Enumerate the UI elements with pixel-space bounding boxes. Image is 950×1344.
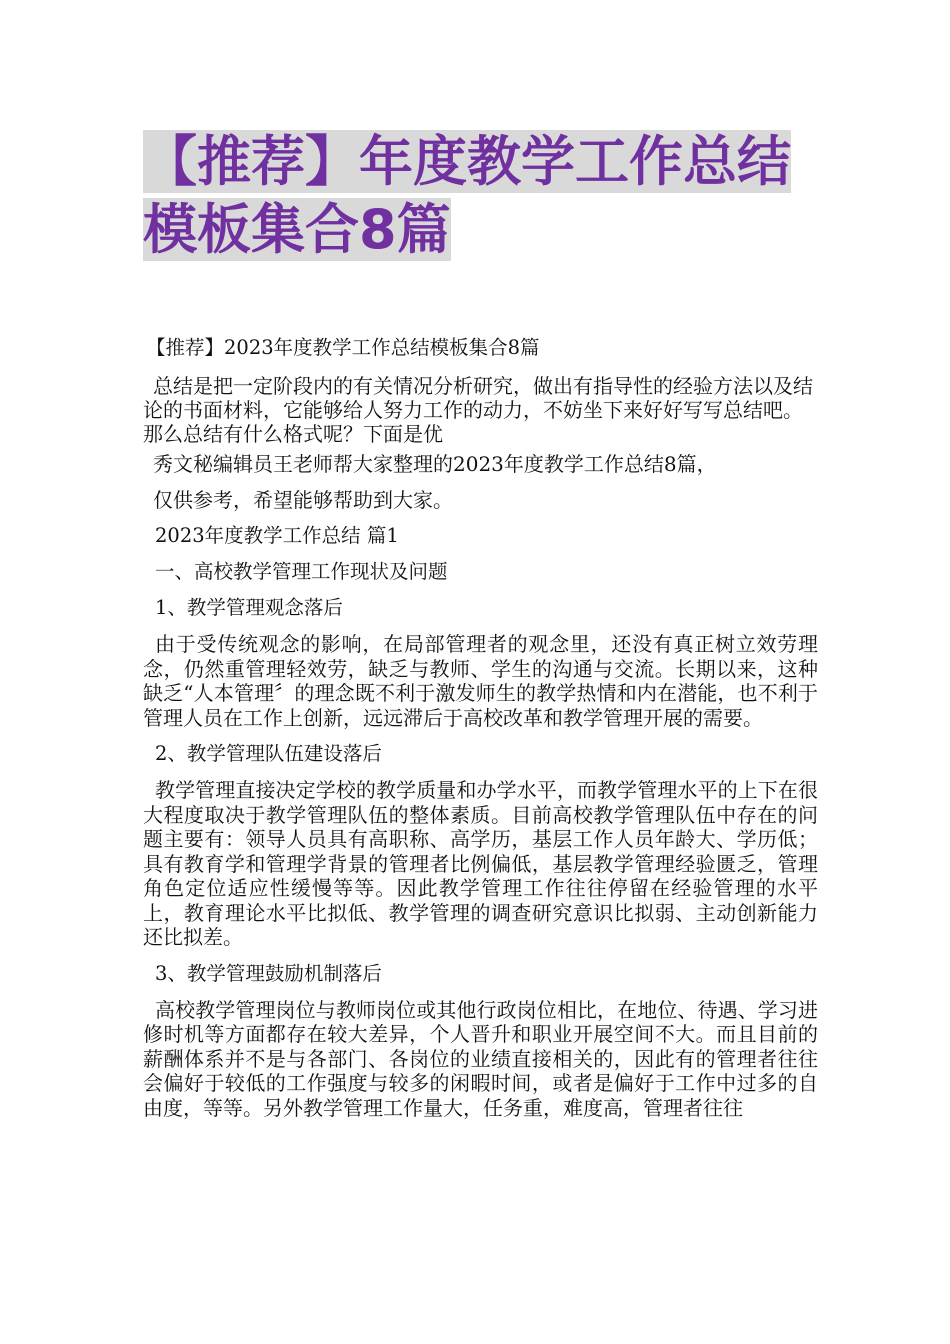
heading-1: 一、高校教学管理工作现状及问题 — [155, 560, 448, 583]
subheading-2: 2、教学管理队伍建设落后 — [155, 742, 382, 765]
paragraph-1: 由于受传统观念的影响，在局部管理者的观念里，还没有真正树立效劳理念，仍然重管理轻效劳，缺乏与教师、学生的沟通与交流。长期以来，这种缺乏“人本管理〞的理念既不利于激发师生的教学热情和内在潜能，也不利于管理人员在工作上创新，远远滞后于高校改革和教学管理开展的需要。 — [143, 632, 818, 730]
document-subtitle: 【推荐】2023年度教学工作总结模板集合8篇 — [146, 336, 540, 359]
paragraph-3: 高校教学管理岗位与教师岗位或其他行政岗位相比，在地位、待遇、学习进修时机等方面都存在较大差异，个人晋升和职业开展空间不大。而且目前的薪酬体系并不是与各部门、各岗位的业绩直接相关的，因此有的管理者往往会偏好于较低的工作强度与较多的闲暇时间，或者是偏好于工作中过多的自由度，等等。另外教学管理工作量大，任务重，难度高，管理者往往 — [143, 997, 818, 1120]
document-title — [143, 128, 813, 264]
section-title: 2023年度教学工作总结 篇1 — [155, 524, 399, 547]
intro-text-part3: 仅供参考，希望能够帮助到大家。 — [153, 488, 453, 512]
intro-text-part1: 总结是把一定阶段内的有关情况分析研究，做出有指导性的经验方法以及结论的书面材料，它能够给人努力工作的动力，不妨坐下来好好写写总结吧。那么总结有什么格式呢？下面是优 — [143, 374, 813, 446]
document-title-text: 【推荐】年度教学工作总结模板集合8篇 — [143, 130, 791, 261]
intro-text-part2: 秀文秘编辑员王老师帮大家整理的2023年度教学工作总结8篇， — [153, 452, 717, 476]
subheading-3: 3、教学管理鼓励机制落后 — [155, 961, 382, 985]
document-body — [143, 330, 818, 1126]
intro-paragraph — [143, 374, 818, 518]
subheading-1: 1、教学管理观念落后 — [155, 596, 343, 619]
paragraph-2: 教学管理直接决定学校的教学质量和办学水平，而教学管理水平的上下在很大程度取决于教学管理队伍的整体素质。目前高校教学管理队伍中存在的问题主要有：领导人员具有高职称、高学历，基层工作人员年龄大、学历低；具有教育学和管理学背景的管理者比例偏低，基层教学管理经验匮乏，管理角色定位适应性缓慢等等。因此教学管理工作往往停留在经验管理的水平上，教育理论水平比拟低、教学管理的调查研究意识比拟弱、主动创新能力还比拟差。 — [143, 778, 818, 949]
